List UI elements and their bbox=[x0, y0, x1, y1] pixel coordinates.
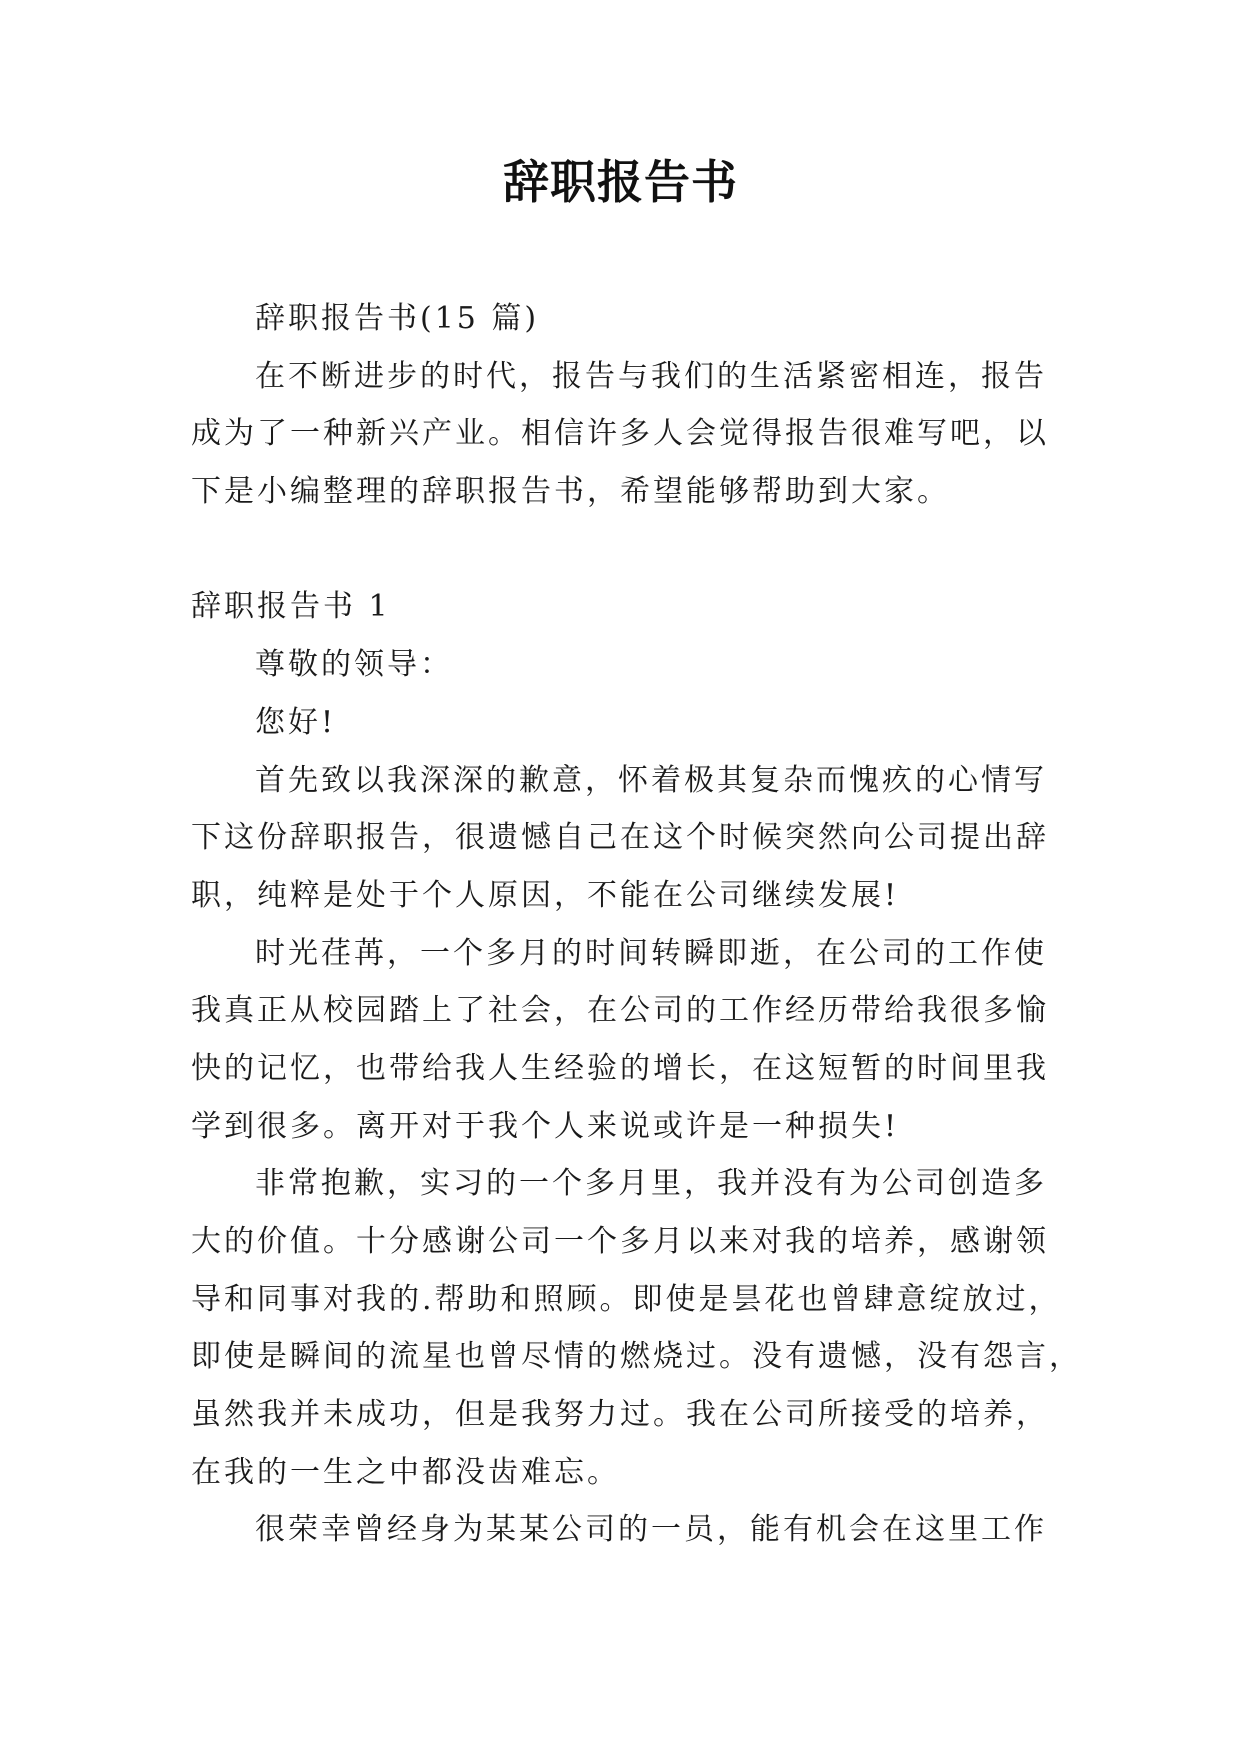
paragraph-line: 时光荏苒，一个多月的时间转瞬即逝，在公司的工作使 bbox=[255, 935, 1047, 971]
paragraph-line: 大的价值。十分感谢公司一个多月以来对我的培养，感谢领 bbox=[191, 1224, 1049, 1259]
paragraph-line: 职，纯粹是处于个人原因，不能在公司继续发展! bbox=[191, 877, 900, 913]
document-title: 辞职报告书 bbox=[503, 155, 738, 209]
paragraph-line: 下这份辞职报告，很遗憾自己在这个时候突然向公司提出辞 bbox=[191, 820, 1049, 856]
blank-line bbox=[191, 521, 1061, 579]
paragraph-line: 虽然我并未成功，但是我努力过。我在公司所接受的培养， bbox=[191, 1397, 1049, 1433]
paragraph-line: 导和同事对我的.帮助和照顾。即使是昙花也曾肆意绽放过， bbox=[191, 1281, 1062, 1317]
section-heading: 辞职报告书 1 bbox=[191, 589, 391, 625]
subtitle-line: 辞职报告书(15 篇) bbox=[255, 301, 540, 336]
salutation-line: 尊敬的领导： bbox=[255, 647, 453, 683]
paragraph-line: 学到很多。离开对于我个人来说或许是一种损失! bbox=[191, 1108, 900, 1144]
paragraph-line: 非常抱歉，实习的一个多月里，我并没有为公司创造多 bbox=[255, 1166, 1047, 1202]
greeting-line: 您好! bbox=[255, 704, 337, 740]
paragraph-line: 首先致以我深深的歉意，怀着极其复杂而愧疚的心情写 bbox=[255, 762, 1047, 798]
paragraph-line: 很荣幸曾经身为某某公司的一员，能有机会在这里工作 bbox=[255, 1512, 1047, 1548]
paragraph-line: 成为了一种新兴产业。相信许多人会觉得报告很难写吧，以 bbox=[191, 416, 1049, 452]
paragraph-line: 快的记忆，也带给我人生经验的增长，在这短暂的时间里我 bbox=[191, 1050, 1049, 1086]
paragraph-line: 在不断进步的时代，报告与我们的生活紧密相连，报告 bbox=[255, 358, 1047, 394]
document-body bbox=[191, 290, 1082, 1559]
paragraph-line: 在我的一生之中都没齿难忘。 bbox=[191, 1454, 620, 1490]
paragraph-line: 即使是瞬间的流星也曾尽情的燃烧过。没有遗憾，没有怨言， bbox=[191, 1339, 1082, 1375]
paragraph-line: 我真正从校园踏上了社会，在公司的工作经历带给我很多愉 bbox=[191, 993, 1049, 1029]
paragraph-line: 下是小编整理的辞职报告书，希望能够帮助到大家。 bbox=[191, 474, 950, 510]
